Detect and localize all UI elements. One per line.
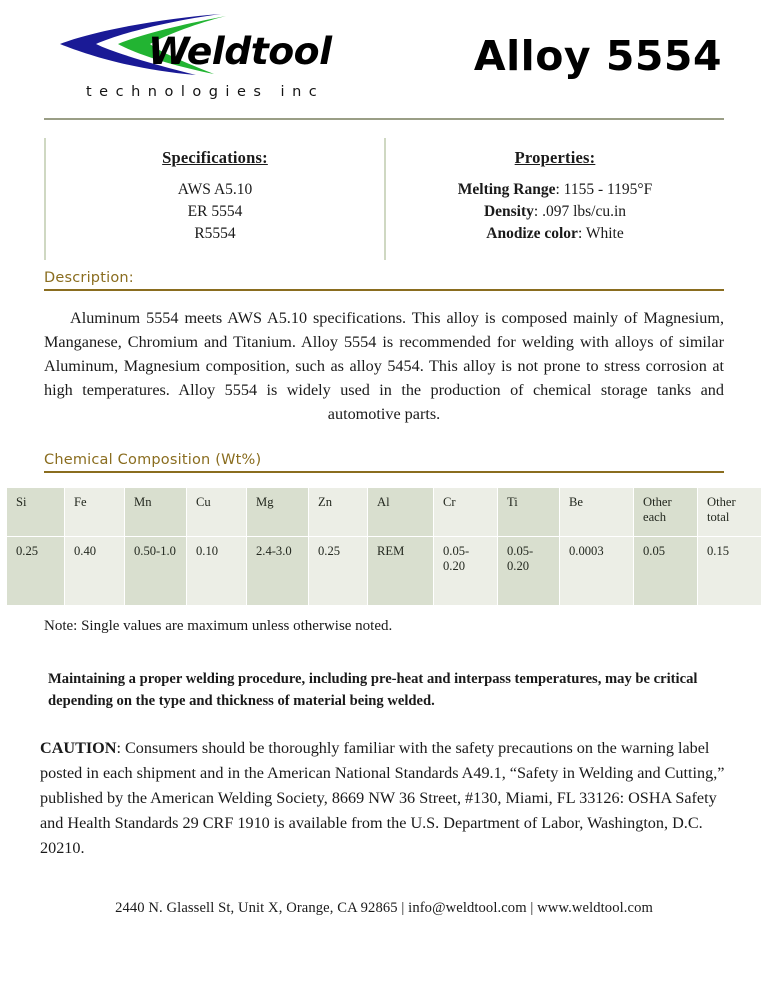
- table-header-row: [7, 487, 762, 536]
- table-column-header: Si: [7, 487, 65, 536]
- property-row: [386, 223, 724, 245]
- logo-wordmark: Weldtool: [148, 30, 332, 73]
- logo-tagline: technologies inc: [86, 84, 325, 100]
- caution-block: [40, 736, 728, 861]
- chemical-composition-heading: Chemical Composition (Wt%): [44, 452, 724, 473]
- table-cell: 0.10: [187, 536, 247, 605]
- table-column-header: Cu: [187, 487, 247, 536]
- specs-properties-row: [44, 138, 724, 260]
- table-note: Note: Single values are maximum unless otherwise noted.: [44, 617, 393, 634]
- page-title: Alloy 5554: [473, 32, 722, 80]
- chemical-composition-table-wrap: [0, 487, 768, 606]
- table-column-header: Ti: [498, 487, 560, 536]
- chemical-composition-table: [6, 487, 762, 606]
- property-value: : .097 lbs/cu.in: [533, 203, 627, 220]
- table-column-header: Cr: [434, 487, 498, 536]
- table-column-header: Mg: [247, 487, 309, 536]
- table-column-header: Other total: [698, 487, 762, 536]
- table-cell: 0.05-0.20: [434, 536, 498, 605]
- description-heading: Description:: [44, 270, 724, 291]
- specifications-line: AWS A5.10: [177, 181, 253, 198]
- table-cell: 0.0003: [560, 536, 634, 605]
- property-label: Density: [483, 203, 534, 220]
- description-section: [44, 270, 724, 291]
- description-body: [44, 307, 724, 427]
- table-column-header: Other each: [634, 487, 698, 536]
- properties-column: [384, 138, 724, 260]
- header-divider: [44, 118, 724, 120]
- description-paragraph: Aluminum 5554 meets AWS A5.10 specifications. This alloy is composed mainly of Magnesium, Manganese, Chromium and Titanium. Alloy 5554 is recommended for welding with alloys of similar Aluminum, Magnesium composition, such as alloy 5454. This alloy is not prone to stress corrosion at high temperatures. Alloy 5554 is widely used in the production of chemical storage tanks and automotive parts.: [44, 309, 724, 423]
- property-label: Melting Range: [457, 181, 556, 198]
- caution-label: CAUTION: [40, 739, 117, 758]
- table-column-header: Fe: [65, 487, 125, 536]
- property-row: [386, 179, 724, 201]
- table-cell: 0.40: [65, 536, 125, 605]
- property-label: Anodize color: [486, 225, 578, 242]
- property-value: : 1155 - 1195°F: [555, 181, 653, 198]
- table-cell: 2.4-3.0: [247, 536, 309, 605]
- specifications-line: R5554: [194, 225, 236, 242]
- table-cell: 0.50-1.0: [125, 536, 187, 605]
- properties-heading: Properties:: [514, 148, 596, 167]
- table-column-header: Be: [560, 487, 634, 536]
- table-cell: REM: [368, 536, 434, 605]
- table-column-header: Mn: [125, 487, 187, 536]
- table-column-header: Zn: [309, 487, 368, 536]
- chemical-composition-section: [44, 452, 724, 473]
- specifications-heading: Specifications:: [162, 148, 268, 167]
- company-logo: [44, 12, 344, 112]
- table-cell: 0.25: [7, 536, 65, 605]
- caution-body: : Consumers should be thoroughly familiar with the safety precautions on the warning label posted in each shipment and in the American National Standards A49.1, “Safety in Welding and Cutting,” published by the American Welding Society, 8669 NW 36 Street, #130, Miami, FL 33126: OSHA Safety and Health Standards 29 CRF 1910 is available from the U.S. Department of Labor, Washington, D.C. 20210.: [40, 739, 725, 857]
- property-row: [386, 201, 724, 223]
- table-row: [7, 536, 762, 605]
- property-value: : White: [577, 225, 624, 242]
- document-header: [0, 0, 768, 118]
- footer-contact: 2440 N. Glassell St, Unit X, Orange, CA 92865 | info@weldtool.com | www.weldtool.com: [115, 900, 653, 916]
- table-cell: 0.15: [698, 536, 762, 605]
- table-column-header: Al: [368, 487, 434, 536]
- table-cell: 0.25: [309, 536, 368, 605]
- maintenance-note: Maintaining a proper welding procedure, including pre-heat and interpass temperatures, may be critical depending on the type and thickness of material being welded.: [48, 670, 698, 710]
- table-cell: 0.05-0.20: [498, 536, 560, 605]
- table-cell: 0.05: [634, 536, 698, 605]
- specifications-line: ER 5554: [187, 203, 243, 220]
- specifications-column: [44, 138, 384, 260]
